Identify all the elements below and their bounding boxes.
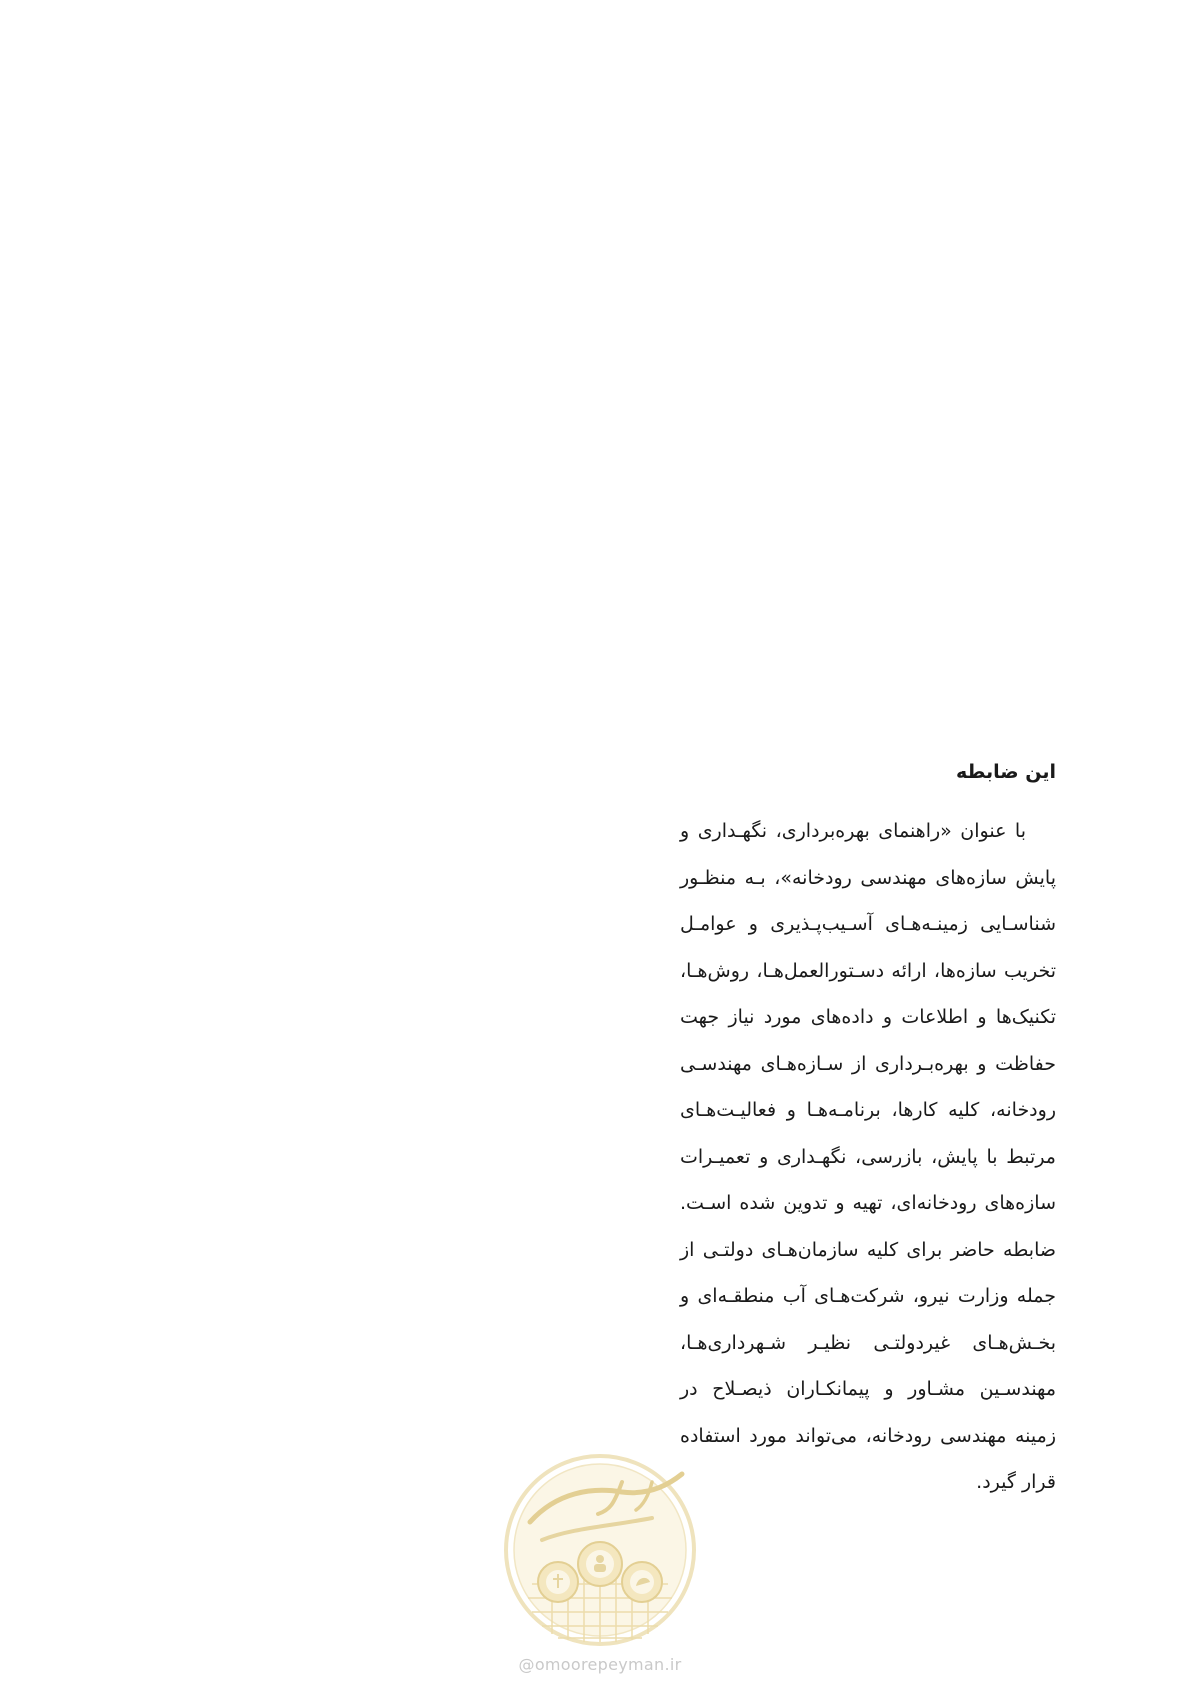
section-heading: این ضابطه <box>955 761 1056 783</box>
paragraph-line: حفاظت و بهره‌بـرداری از سـازه‌هـای مهندسـی <box>680 1052 1056 1075</box>
paragraph-line: بخـش‌هـای غیردولتـی نظیـر شـهرداری‌هـا، <box>680 1331 1056 1354</box>
watermark-logo <box>502 1452 698 1648</box>
paragraph-line: ضابطه حاضر برای کلیه سازمان‌هـای دولتـی از <box>680 1238 1056 1261</box>
paragraph-line: مهندسـین مشـاور و پیمانکـاران ذیصـلاح در <box>680 1378 1056 1400</box>
watermark-url: @omoorepeyman.ir <box>518 1655 682 1674</box>
paragraph-line: تخریب سازه‌ها، ارائه دسـتورالعمل‌هـا، روش‌هـا، <box>680 959 1056 982</box>
section-content <box>680 758 1056 1506</box>
paragraph-line: با عنوان «راهنمای بهره‌برداری، نگهـداری و <box>680 820 1026 842</box>
section-paragraph <box>680 808 1056 1506</box>
paragraph-line: تکنیک‌ها و اطلاعات و داده‌های مورد نیاز جهت <box>680 1006 1056 1028</box>
paragraph-line: زمینه مهندسی رودخانه، می‌تواند مورد استفاده <box>680 1424 1056 1447</box>
paragraph-line: سازه‌های رودخانه‌ای، تهیه و تدوین شده اسـت. <box>680 1192 1056 1214</box>
paragraph-line: مرتبط با پایش، بازرسی، نگهـداری و تعمیـرات <box>680 1145 1056 1168</box>
paragraph-line: شناسـایی زمینـه‌هـای آسـیب‌پـذیری و عوامـل <box>680 913 1056 935</box>
paragraph-line: پایش سازه‌های مهندسی رودخانه»، بـه منظـور <box>680 866 1056 889</box>
paragraph-line: جمله وزارت نیرو، شرکت‌هـای آب منطقـه‌ای و <box>680 1285 1056 1307</box>
paragraph-line: قرار گیرد. <box>976 1471 1056 1493</box>
paragraph-line: رودخانه، کلیه کارها، برنامـه‌هـا و فعالیـت‌هـای <box>680 1099 1056 1121</box>
